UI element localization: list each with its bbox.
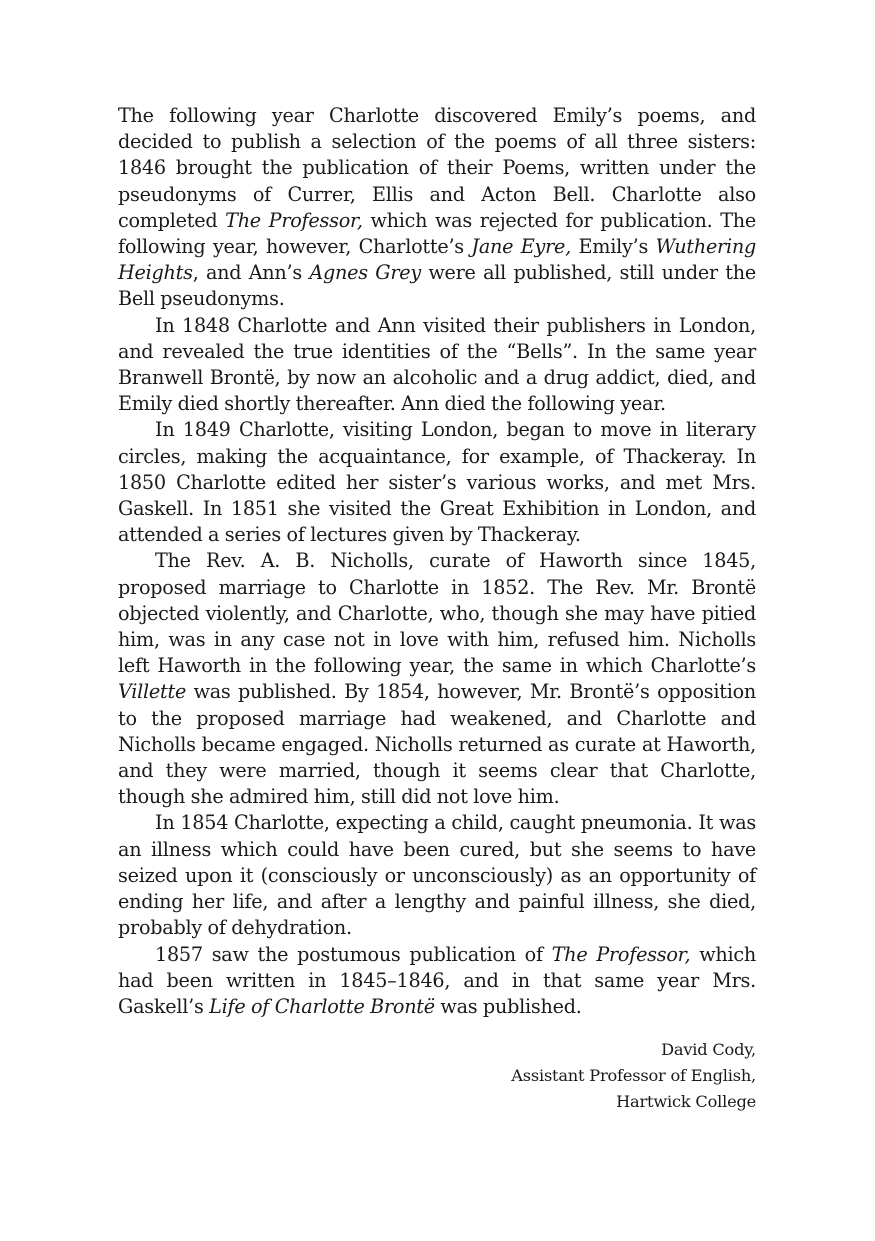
paragraph-5: In 1854 Charlotte, expecting a child, caught pneumonia. It was an illness which could have been cured, but she seems to have seized upon it (consciously or unconsciously) as an opportunity of ending her life, and after a lengthy and painful illness, she died, probably of dehydration.	[118, 811, 756, 940]
paragraph-2: In 1848 Charlotte and Ann visited their publishers in London, and revealed the true identities of the “Bells”. In the same year Branwell Brontë, by now an alcoholic and a drug addict, died, and Emily died shortly thereafter. Ann died the following year.	[118, 313, 756, 416]
author-institution: Hartwick College	[616, 1092, 756, 1111]
paragraph-1: The following year Charlotte discovered Emily’s poems, and decided to publish a selection of the poems of all three sisters: 1846 brought the publication of their Poems, written under the pseudonyms of Currer, Ellis and Acton Bell. Charlotte also completed The Professor, which was rejected for publication. The following year, however, Charlotte’s Jane Eyre, Emily’s Wuthering Heights, and Ann’s Agnes Grey were all published, still under the Bell pseudonyms.	[118, 104, 757, 311]
paragraph-3: In 1849 Charlotte, visiting London, began to move in literary circles, making the acquaintance, for example, of Thackeray. In 1850 Charlotte edited her sister’s various works, and met Mrs. Gaskell. In 1851 she visited the Great Exhibition in London, and attended a series of lectures given by Thackeray.	[118, 418, 756, 547]
author-title: Assistant Professor of English,	[511, 1066, 756, 1085]
author-signature	[511, 1037, 756, 1115]
paragraph-4: The Rev. A. B. Nicholls, curate of Haworth since 1845, proposed marriage to Charlotte in 1852. The Rev. Mr. Brontë objected violently, and Charlotte, who, though she may have pitied him, was in any case not in love with him, refused him. Nicholls left Haworth in the following year, the same in which Charlotte’s Villette was published. By 1854, however, Mr. Brontë’s opposition to the proposed marriage had weakened, and Charlotte and Nicholls became engaged. Nicholls returned as curate at Haworth, and they were married, though it seems clear that Charlotte, though she admired him, still did not love him.	[118, 549, 756, 809]
author-name: David Cody,	[661, 1040, 756, 1059]
paragraph-6: 1857 saw the postumous publication of The Professor, which had been written in 1845–1846, and in that same year Mrs. Gaskell’s Life of Charlotte Brontë was published.	[118, 942, 756, 1018]
essay-body	[118, 103, 756, 1020]
